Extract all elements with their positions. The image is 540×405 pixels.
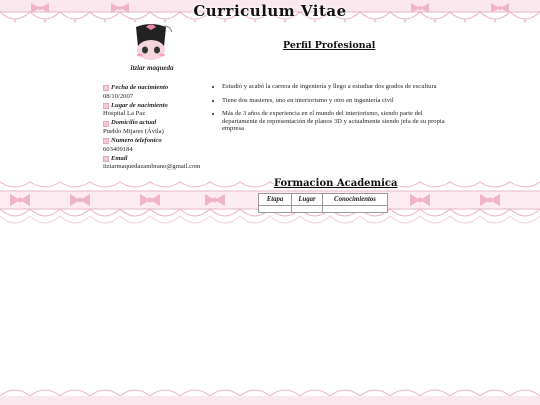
- personal-info: [103, 84, 215, 172]
- info-value-birthdate: 08/10/2007: [103, 92, 134, 100]
- perfil-profesional-title: Perfil Profesional: [283, 40, 376, 51]
- checkbox-icon: [103, 138, 109, 144]
- lace-border-bottom: [0, 384, 540, 405]
- info-label-address: [103, 119, 215, 128]
- table-cell: [323, 206, 388, 213]
- checkbox-icon: [103, 103, 109, 109]
- list-item: • Estudió y acabó la carrera de ingeniería y llego a estudiar dos grados de escultura: [222, 83, 447, 91]
- column-header-conocimientos: Conocimientos: [323, 194, 388, 206]
- info-value-birthplace: Hospital La Paz: [103, 110, 146, 118]
- info-label-text: Fecha de nacimiento: [111, 84, 169, 91]
- table-header-row: [259, 194, 388, 206]
- info-label-birthplace: [103, 102, 215, 111]
- info-value-phone: 603409184: [103, 145, 133, 153]
- education-table: [258, 193, 388, 213]
- checkbox-icon: [103, 121, 109, 127]
- list-item: • Tiene dos masteres, uno en interiorismo y otro en ingeniería civil: [222, 97, 447, 105]
- table-cell: [292, 206, 323, 213]
- info-value-email: itziarmaquedazambrano@gmail.com: [103, 163, 201, 171]
- table-row: [259, 206, 388, 213]
- perfil-list: [212, 83, 447, 139]
- info-label-email: [103, 155, 215, 164]
- info-value-address: Pueblo Mijares (Ávila): [103, 127, 164, 135]
- list-item: • Más de 3 años de experiencia en el mundo del interiorismo, siendo parte del departamente de representación de planos 3D y actualmente siendo jefa de su propia empresa: [222, 110, 447, 133]
- table-cell: [259, 206, 292, 213]
- checkbox-icon: [103, 85, 109, 91]
- column-header-lugar: Lugar: [292, 194, 323, 206]
- formacion-academica-title: Formacion Academica: [274, 178, 398, 189]
- column-header-etapa: Etapa: [259, 194, 292, 206]
- info-label-birthdate: [103, 84, 215, 93]
- page-title: Curriculum Vitae: [193, 2, 347, 20]
- profile-name: itziar maqueda: [130, 64, 174, 72]
- info-label-text: Numero telefonico: [111, 137, 162, 145]
- info-label-phone: [103, 137, 215, 146]
- info-label-text: Lugar de nacimiento: [111, 101, 168, 109]
- checkbox-icon: [103, 156, 109, 162]
- info-label-text: Email: [111, 154, 128, 162]
- avatar: [128, 22, 174, 64]
- info-label-text: Domicilio actual: [111, 119, 157, 127]
